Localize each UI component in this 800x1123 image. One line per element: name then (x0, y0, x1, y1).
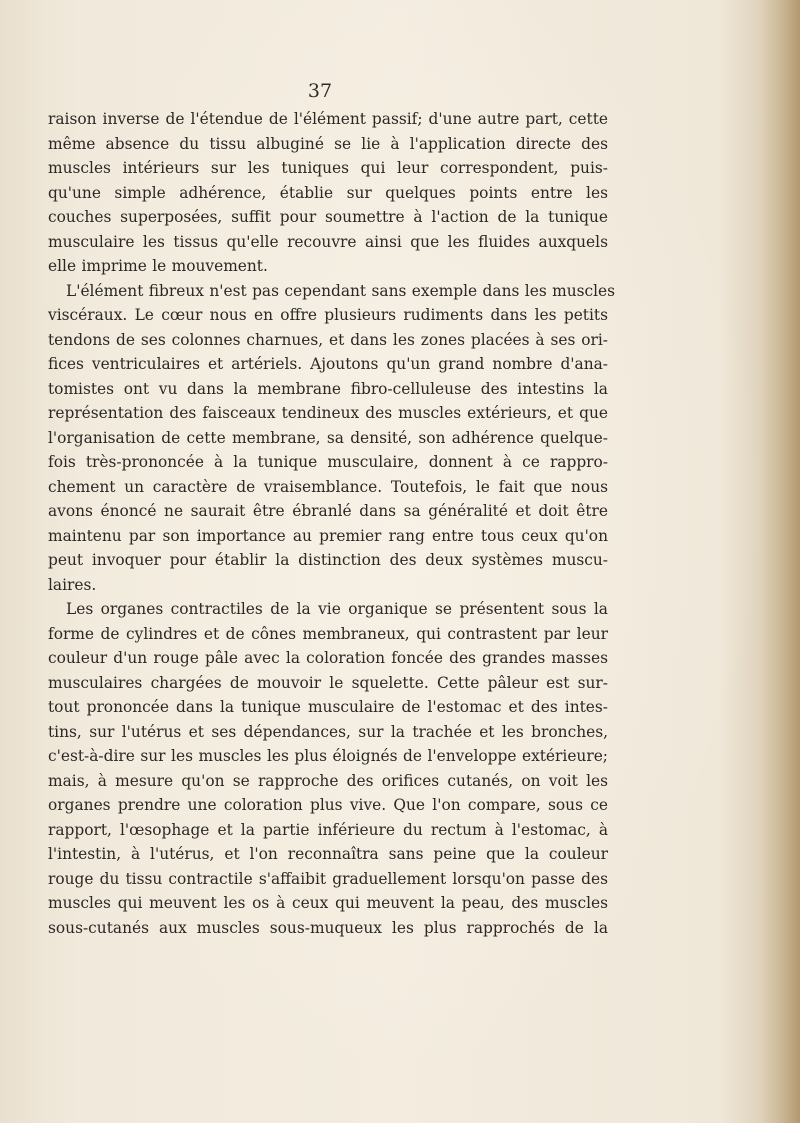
text-line: même absence du tissu albuginé se lie à l'application directe des (48, 134, 608, 153)
text-line: couleur d'un rouge pâle avec la coloration foncée des grandes masses (48, 649, 608, 667)
text-line: fois très-prononcée à la tunique musculaire, donnent à ce rappro- (48, 453, 608, 471)
text-line: Les organes contractiles de la vie organique se présentent sous la (66, 600, 608, 618)
text-line: c'est-à-dire sur les muscles les plus éloignés de l'enveloppe extérieure; (48, 747, 608, 765)
text-line: organes prendre une coloration plus vive. Que l'on compare, sous ce (48, 796, 608, 814)
text-line: sous-cutanés aux muscles sous-muqueux les plus rapprochés de la (48, 918, 608, 937)
text-line: L'élément fibreux n'est pas cependant sans exemple dans les muscles (66, 281, 616, 300)
text-line: musculaires chargées de mouvoir le squelette. Cette pâleur est sur- (48, 673, 608, 692)
text-line: avons énoncé ne saurait être ébranlé dans sa généralité et doit être (48, 502, 608, 520)
body-text (48, 107, 616, 940)
text-line: l'organisation de cette membrane, sa densité, son adhérence quelque- (48, 428, 608, 447)
text-line: raison inverse de l'étendue de l'élément passif; d'une autre part, cette (48, 110, 608, 128)
text-line: peut invoquer pour établir la distinction des deux systèmes muscu- (48, 551, 608, 569)
text-line: muscles qui meuvent les os à ceux qui meuvent la peau, des muscles (48, 894, 608, 912)
text-line: couches superposées, suffit pour soumettre à l'action de la tunique (48, 208, 608, 226)
text-line: laires. (48, 575, 97, 594)
text-line: tins, sur l'utérus et ses dépendances, sur la trachée et les bronches, (48, 722, 608, 741)
text-line: forme de cylindres et de cônes membraneux, qui contrastent par leur (48, 624, 608, 643)
text-line: musculaire les tissus qu'elle recouvre ainsi que les fluides auxquels (48, 232, 608, 251)
page-number: 37 (307, 80, 333, 102)
text-line: l'intestin, à l'utérus, et l'on reconnaîtra sans peine que la couleur (48, 845, 608, 863)
text-line: muscles intérieurs sur les tuniques qui leur correspondent, puis- (48, 159, 608, 177)
text-line: maintenu par son importance au premier rang entre tous ceux qu'on (48, 526, 608, 545)
text-line: représentation des faisceaux tendineux des muscles extérieurs, et que (48, 404, 608, 422)
page-edge-stain (760, 0, 800, 1123)
text-line: rapport, l'œsophage et la partie inférieure du rectum à l'estomac, à (48, 820, 608, 839)
text-line: tendons de ses colonnes charnues, et dans les zones placées à ses ori- (48, 330, 608, 349)
text-line: tout prononcée dans la tunique musculaire de l'estomac et des intes- (48, 698, 608, 716)
text-line: fices ventriculaires et artériels. Ajoutons qu'un grand nombre d'ana- (48, 355, 608, 373)
text-line: viscéraux. Le cœur nous en offre plusieurs rudiments dans les petits (48, 306, 608, 324)
text-line: rouge du tissu contractile s'affaibit graduellement lorsqu'on passe des (48, 869, 608, 888)
text-line: tomistes ont vu dans la membrane fibro-celluleuse des intestins la (48, 379, 608, 398)
text-line: elle imprime le mouvement. (48, 257, 268, 275)
text-line: chement un caractère de vraisemblance. Toutefois, le fait que nous (48, 477, 608, 496)
text-line: mais, à mesure qu'on se rapproche des orifices cutanés, on voit les (48, 771, 608, 790)
text-line: qu'une simple adhérence, établie sur quelques points entre les (48, 183, 608, 202)
